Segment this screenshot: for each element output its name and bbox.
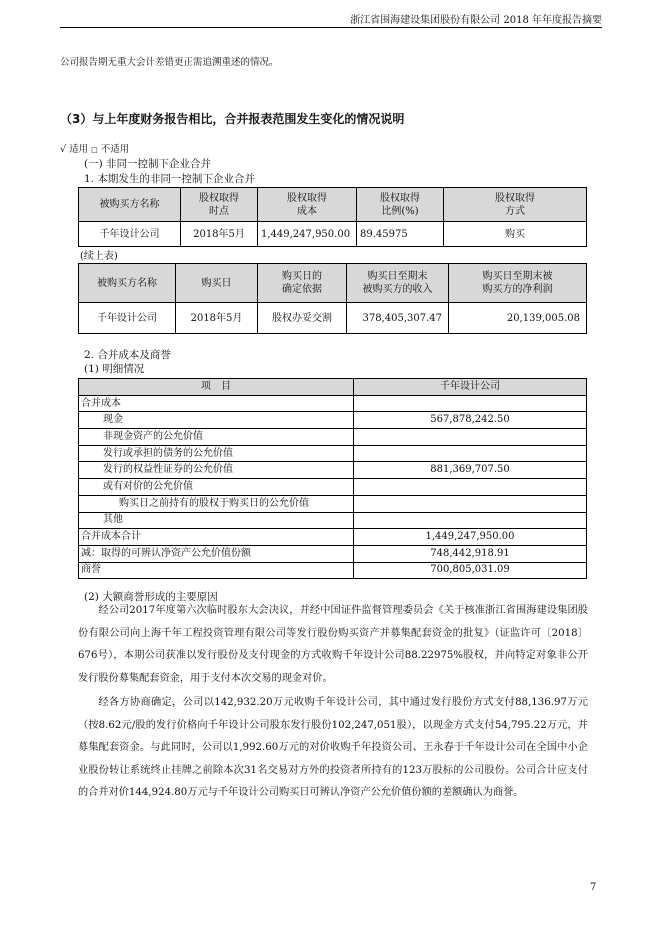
- row-value: [354, 395, 587, 412]
- row-value: [354, 495, 587, 512]
- acquisition-table-continued: [78, 263, 587, 334]
- row-label: 或有对价的公允价值: [79, 479, 354, 496]
- section-title: （3）与上年度财务报告相比，合并报表范围发生变化的情况说明: [60, 112, 405, 126]
- goodwill-explanation: [78, 600, 588, 805]
- row-label: 购买日之前持有的股权于购买日的公允价值: [79, 495, 354, 512]
- applicable-line: [60, 141, 129, 155]
- table-row: [79, 479, 587, 496]
- table-row: [79, 512, 587, 529]
- intro-text: 公司报告期无重大会计差错更正需追溯重述的情况。: [60, 57, 279, 68]
- table-row: [79, 395, 587, 412]
- cell: 千年设计公司: [79, 222, 181, 247]
- table-row: [79, 303, 587, 334]
- sub-heading-1: (一) 非同一控制下企业合并: [84, 158, 212, 170]
- header-cell: 被购买方名称: [79, 264, 176, 303]
- row-value: 748,442,918.91: [354, 545, 587, 562]
- cell: 购买: [444, 222, 587, 247]
- table-header-row: [79, 188, 587, 222]
- row-label: 现金: [79, 412, 354, 429]
- header-rule: [60, 27, 602, 28]
- header-cell: 被购买方名称: [79, 188, 181, 222]
- row-label: 合并成本: [79, 395, 354, 412]
- row-value: [354, 445, 587, 462]
- table-row: [79, 545, 587, 562]
- acquisition-table: [78, 187, 587, 247]
- sub-heading-2-2: (2) 大额商誉形成的主要原因: [84, 591, 218, 603]
- cell: 20,139,005.08: [449, 303, 587, 334]
- cell: 378,405,307.47: [347, 303, 449, 334]
- row-label: 发行或承担的债务的公允价值: [79, 445, 354, 462]
- row-label: 减：取得的可辨认净资产公允价值份额: [79, 545, 354, 562]
- row-value: [354, 479, 587, 496]
- table-row: [79, 429, 587, 446]
- not-applicable: 不适用: [100, 144, 130, 155]
- cell: 2018年5月: [181, 222, 258, 247]
- header-cell: 项 目: [79, 379, 354, 396]
- table-row: [79, 495, 587, 512]
- row-value: [354, 429, 587, 446]
- header-cell: 股权取得 时点: [181, 188, 258, 222]
- table-row: [79, 445, 587, 462]
- table-row: [79, 412, 587, 429]
- table-header-row: [79, 379, 587, 396]
- row-label: 非现金资产的公允价值: [79, 429, 354, 446]
- row-value: 881,369,707.50: [354, 462, 587, 479]
- header-cell: 千年设计公司: [354, 379, 587, 396]
- table-row: [79, 562, 587, 579]
- header-cell: 购买日的 确定依据: [258, 264, 347, 303]
- header-cell: 股权取得 方式: [444, 188, 587, 222]
- row-label: 发行的权益性证券的公允价值: [79, 462, 354, 479]
- sub-heading-2: 2. 合并成本及商誉: [84, 349, 171, 361]
- cell: 股权办妥交割: [258, 303, 347, 334]
- row-value: 1,449,247,950.00: [354, 529, 587, 546]
- paragraph: 经公司2017年度第六次临时股东大会决议，并经中国证件监督管理委员会《关于核准浙江省围海建设集团股份有限公司向上海千年工程投资管理有限公司等发行股份购买资产并募集配套资金的批复》（证监许可〔2018〕676号），本期公司获准以发行股份及支付现金的方式收购千年设计公司88.22975%股权，并向特定对象非公开发行股份募集配套资金，用于支付本次交易的现金对价。: [78, 605, 588, 684]
- row-label: 合并成本合计: [79, 529, 354, 546]
- header-cell: 购买日至期末 被购买方的收入: [347, 264, 449, 303]
- header-cell: 购买日: [176, 264, 258, 303]
- header-cell: 购买日至期末被 购买方的净利润: [449, 264, 587, 303]
- page-number: 7: [590, 882, 597, 893]
- table-row: [79, 222, 587, 247]
- paragraph: 经各方协商确定，公司以142,932.20万元收购千年设计公司，其中通过发行股份方式支付88,136.97万元（按8.62元/股的发行价格向千年设计公司股东发行股份102,247,051股），以现金方式支付54,795.22万元，并募集配套资金。与此同时，公司以1,992.60万元的对价收购千年投资公司、王永春于千年设计公司在全国中小企业股份转让系统终止挂牌之前除本次31名交易对方外的投资者所持有的123万股标的公司股份。公司合计应支付的合并对价144,924.80万元与千年设计公司购买日可辨认净资产公允价值份额的差额确认为商誉。: [78, 697, 588, 798]
- continued-label: (续上表): [80, 251, 118, 262]
- cell: 2018年5月: [176, 303, 258, 334]
- check-applicable: √ 适用: [60, 144, 89, 155]
- header-cell: 股权取得 成本: [258, 188, 357, 222]
- consolidation-cost-table: [78, 378, 587, 579]
- table-row: [79, 462, 587, 479]
- cell: 1,449,247,950.00: [258, 222, 357, 247]
- cell: 89.45975: [357, 222, 444, 247]
- cell: 千年设计公司: [79, 303, 176, 334]
- row-value: 700,805,031.09: [354, 562, 587, 579]
- table-row: [79, 529, 587, 546]
- table-header-row: [79, 264, 587, 303]
- row-label: 其他: [79, 512, 354, 529]
- header-cell: 股权取得 比例(%): [357, 188, 444, 222]
- row-value: 567,878,242.50: [354, 412, 587, 429]
- running-header: 浙江省围海建设集团股份有限公司 2018 年年度报告摘要: [350, 15, 602, 26]
- checkbox-icon: □: [91, 146, 98, 154]
- sub-heading-1-1: 1. 本期发生的非同一控制下企业合并: [84, 173, 255, 185]
- row-label: 商誉: [79, 562, 354, 579]
- sub-heading-2-1: (1) 明细情况: [84, 363, 145, 375]
- row-value: [354, 512, 587, 529]
